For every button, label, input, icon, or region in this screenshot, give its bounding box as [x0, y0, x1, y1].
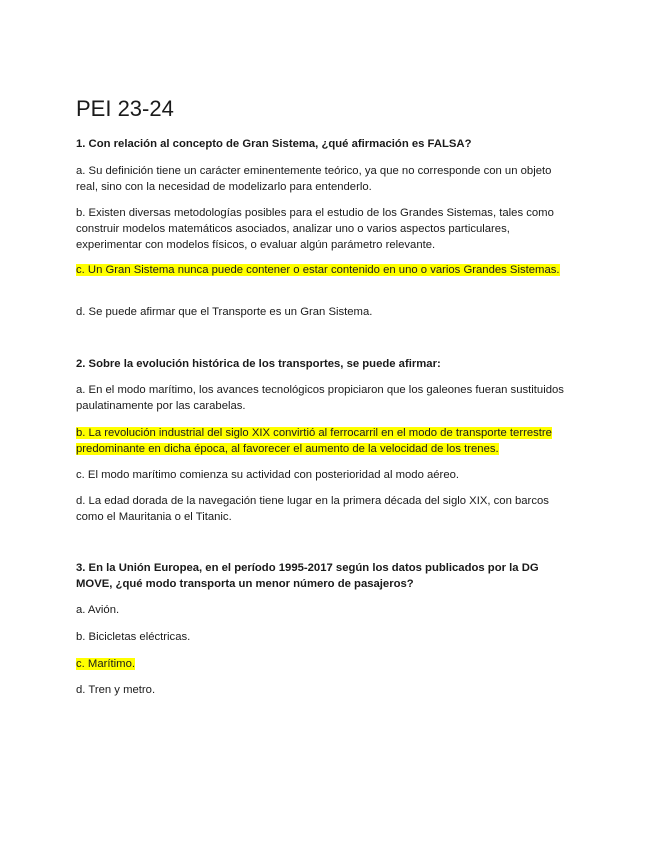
question-2: 2. Sobre la evolución histórica de los transportes, se puede afirmar:	[76, 358, 441, 370]
question-1-option-c	[76, 262, 576, 278]
question-3: 3. En la Unión Europea, en el período 1995-2017 según los datos publicados por la DG MOVE, ¿qué modo transporta un menor número de pasajeros?	[76, 562, 539, 590]
highlighted-answer: c. Un Gran Sistema nunca puede contener o estar contenido en uno o varios Grandes Sistemas.	[76, 264, 560, 276]
question-1-option-a: a. Su definición tiene un carácter eminentemente teórico, ya que no corresponde con un objeto real, sino con la necesidad de modelizarlo para entenderlo.	[76, 165, 552, 193]
question-2-option-b	[76, 425, 576, 457]
page-title: PEI 23-24	[76, 96, 174, 121]
question-1-option-b: b. Existen diversas metodologías posibles para el estudio de los Grandes Sistemas, tales como construir modelos matemáticos asociados, analizar uno o varios aspectos particulares, experimentar con modelos físicos, o evaluar algún parámetro relevante.	[76, 207, 554, 251]
question-1-option-d: d. Se puede afirmar que el Transporte es un Gran Sistema.	[76, 306, 373, 318]
question-1: 1. Con relación al concepto de Gran Sistema, ¿qué afirmación es FALSA?	[76, 138, 472, 150]
question-2-option-c: c. El modo marítimo comienza su actividad con posterioridad al modo aéreo.	[76, 469, 460, 481]
question-3-option-c	[76, 656, 576, 672]
question-2-option-a: a. En el modo marítimo, los avances tecnológicos propiciaron que los galeones fueran sustituidos paulatinamente por las carabelas.	[76, 384, 564, 412]
highlighted-answer: b. La revolución industrial del siglo XIX convirtió al ferrocarril en el modo de transporte terrestre predominante en dicha época, al favorecer el aumento de la velocidad de los trenes.	[76, 427, 552, 455]
question-3-option-b: b. Bicicletas eléctricas.	[76, 631, 191, 643]
question-3-option-a: a. Avión.	[76, 604, 120, 616]
highlighted-answer: c. Marítimo.	[76, 658, 135, 670]
question-2-option-d: d. La edad dorada de la navegación tiene lugar en la primera década del siglo XIX, con barcos como el Mauritania o el Titanic.	[76, 495, 549, 523]
question-3-option-d: d. Tren y metro.	[76, 684, 156, 696]
